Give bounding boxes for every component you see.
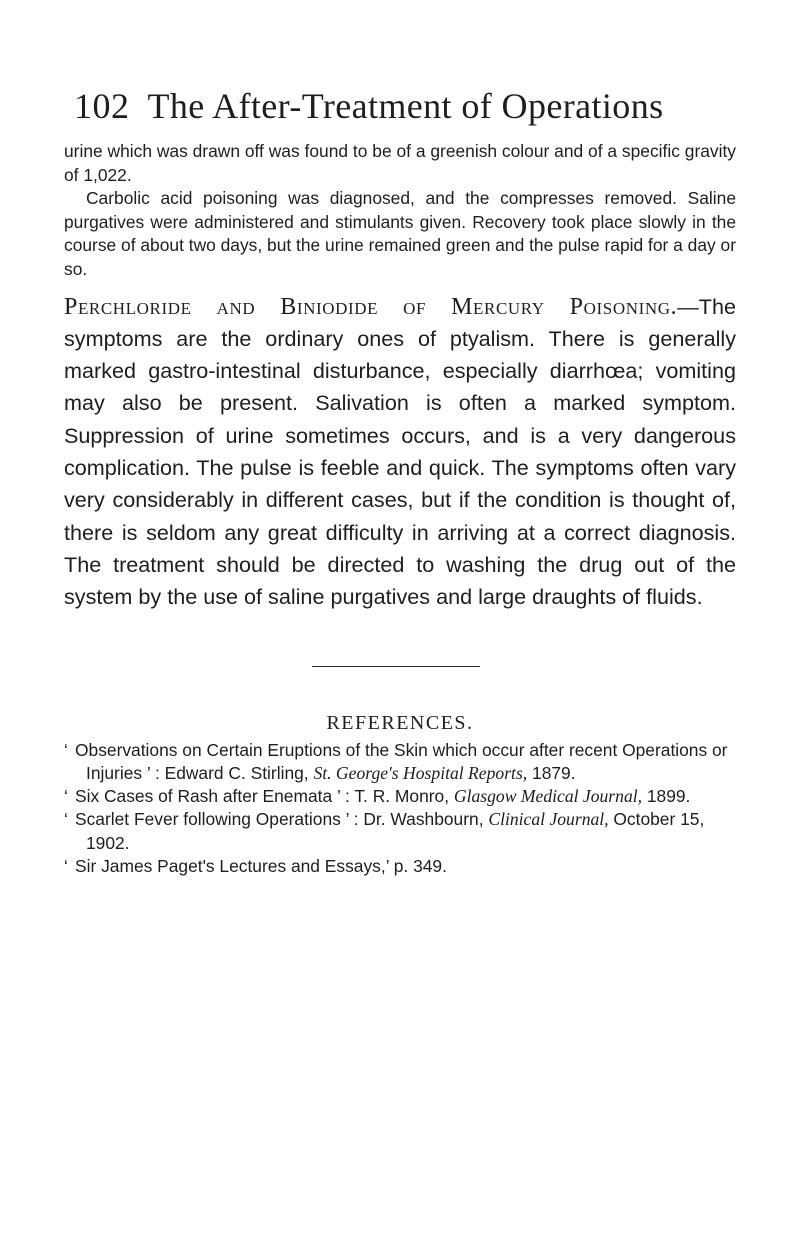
mercury-poisoning-section [64,291,736,614]
reference-text: Observations on Certain Eruptions of the Skin which occur after recent Operations or Injuries ’ : Edward C. Stirling, [75,739,728,783]
running-head [74,82,736,130]
reference-source: Glasgow Medical Journal, [453,786,643,807]
section-heading: Perchloride and Biniodide of Mercury Poisoning. [64,293,678,320]
reference-year: October 15, 1902. [86,809,705,853]
reference-text: Scarlet Fever following Operations ’ : Dr. Washbourn, [75,809,489,830]
reference-text: Sir James Paget's Lectures and Essays,’ p. 349. [75,856,447,877]
page-number: 102 [74,86,130,126]
book-page [64,82,736,878]
reference-item [64,739,736,786]
quote-mark: ‘ [64,786,68,807]
quote-mark: ‘ [64,809,68,830]
paragraph-carbolic-diagnosis: Carbolic acid poisoning was diagnosed, and the compresses removed. Saline purgatives were administered and stimulants given. Recovery took place slowly in the course of about two days, but the urine remained green and the pulse rapid for a day or so. [64,188,736,279]
reference-year: 1879. [527,762,576,783]
quote-mark: ‘ [64,739,68,760]
references-list [64,739,736,879]
references-title: REFERENCES. [326,711,474,734]
reference-year: 1899. [642,786,691,807]
reference-item [64,808,736,855]
reference-item [64,785,736,808]
reference-source: Clinical Journal, [488,809,609,830]
reference-source: St. George's Hospital Reports, [313,762,528,783]
quote-mark: ‘ [64,856,68,877]
reference-text: Six Cases of Rash after Enemata ’ : T. R. Monro, [75,786,454,807]
paragraph-continuation: urine which was drawn off was found to be of a greenish colour and of a specific gravity of 1,022. [64,141,736,185]
section-text: —The symptoms are the ordinary ones of ptyalism. There is generally marked gastro-intestinal disturbance, especially diarrhœa; vomiting may also be present. Salivation is often a marked symptom. Suppression of urine sometimes occurs, and is a very dangerous complication. The pulse is feeble and quick. The symptoms often vary very considerably in different cases, but if the condition is thought of, there is seldom any great difficulty in arriving at a correct diagnosis. The treatment should be directed to washing the drug out of the system by the use of saline purgatives and large draughts of fluids. [64,293,736,610]
page-title: The After-Treatment of Operations [147,86,664,126]
divider-rule [312,666,480,667]
reference-item [64,855,736,878]
